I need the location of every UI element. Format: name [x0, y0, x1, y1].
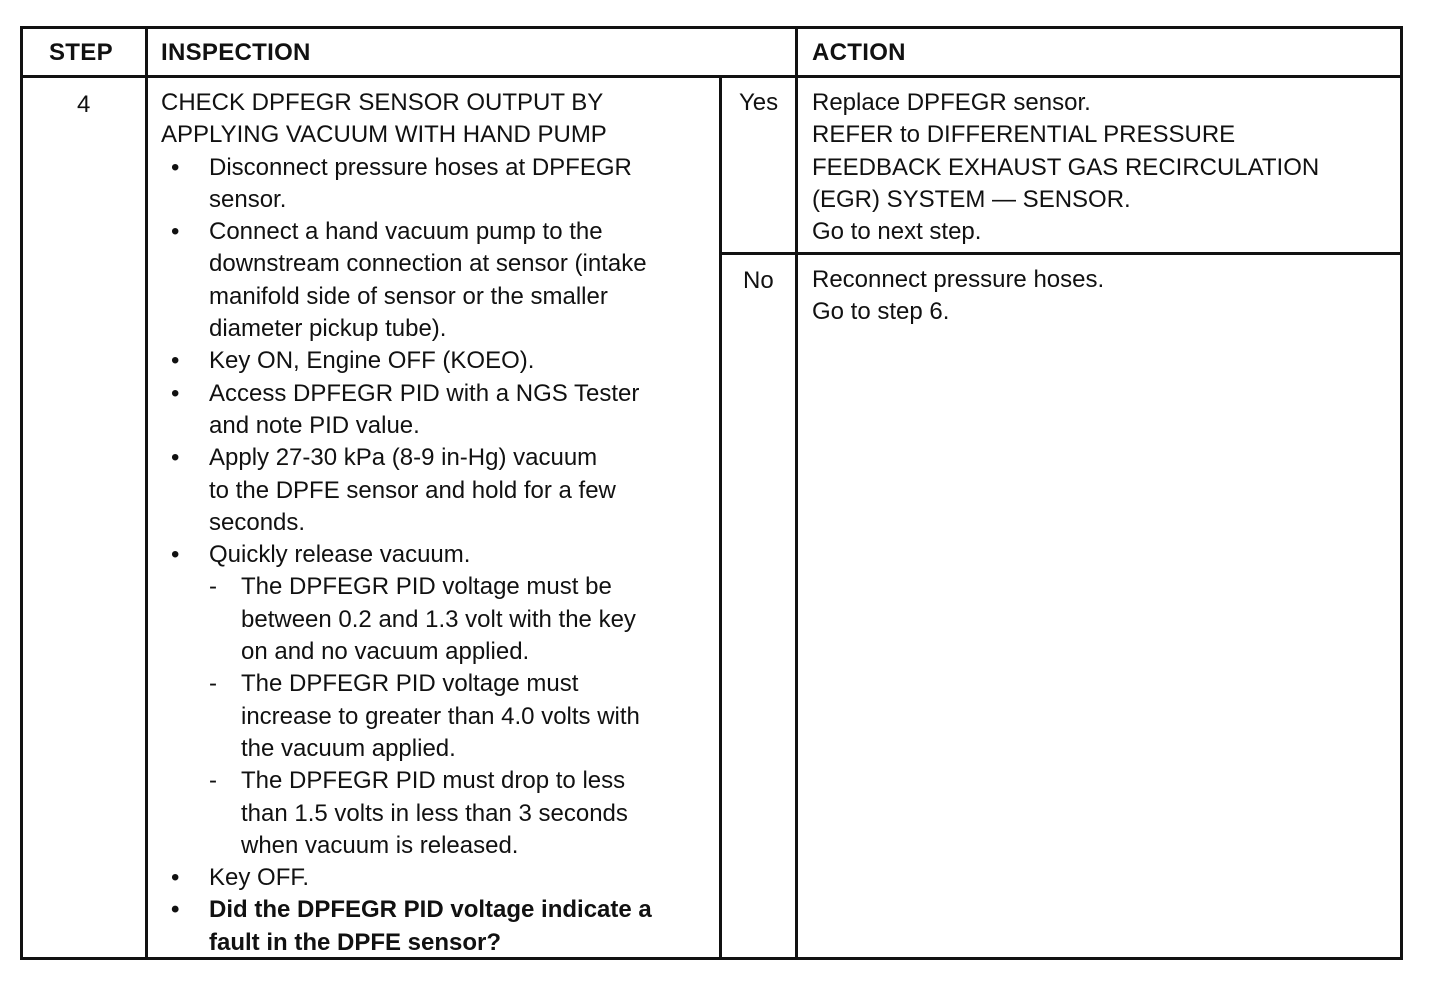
list-item-line: downstream connection at sensor (intake: [209, 250, 647, 278]
list-item: [161, 442, 729, 539]
sub-list-item: [161, 765, 729, 862]
list-item-line: • Quickly release vacuum.: [209, 541, 471, 569]
list-item-line: • Connect a hand vacuum pump to the: [209, 218, 603, 246]
list-item-line: increase to greater than 4.0 volts with: [241, 702, 640, 730]
list-item-line: - The DPFEGR PID voltage must be: [241, 573, 612, 601]
step-number: 4: [77, 91, 91, 118]
action-line: REFER to DIFFERENTIAL PRESSURE: [812, 121, 1236, 149]
action-line: Go to step 6.: [812, 298, 950, 326]
action-line: FEEDBACK EXHAUST GAS RECIRCULATION: [812, 153, 1320, 181]
action-line: Reconnect pressure hoses.: [812, 266, 1105, 293]
list-item-line: to the DPFE sensor and hold for a few: [209, 476, 616, 504]
column-divider-action: [795, 29, 798, 957]
list-item: [161, 152, 729, 217]
action-yes: [812, 87, 1402, 248]
header-action: ACTION: [812, 39, 906, 66]
list-item: [161, 539, 729, 571]
list-item-line: and note PID value.: [209, 411, 420, 439]
list-item-line: than 1.5 volts in less than 3 seconds: [241, 799, 628, 827]
action-line: Replace DPFEGR sensor.: [812, 89, 1091, 116]
response-yes: Yes: [739, 89, 779, 116]
list-item-line: diameter pickup tube).: [209, 315, 447, 343]
header-inspection: INSPECTION: [161, 39, 311, 66]
action-line: (EGR) SYSTEM — SENSOR.: [812, 185, 1131, 213]
list-item-line: fault in the DPFE sensor?: [209, 928, 502, 956]
action-line: Go to next step.: [812, 218, 982, 246]
list-item-line: sensor.: [209, 185, 287, 213]
list-item-line: • Key OFF.: [209, 864, 310, 892]
question-item: [161, 894, 729, 959]
list-item-line: seconds.: [209, 508, 306, 536]
list-item: [161, 216, 729, 345]
sub-list-item: [161, 668, 729, 765]
response-no: No: [743, 267, 774, 294]
yes-no-divider: [719, 252, 1400, 255]
list-item-line: • Did the DPFEGR PID voltage indicate a: [209, 896, 652, 924]
list-item-line: on and no vacuum applied.: [241, 638, 530, 666]
list-item-line: when vacuum is released.: [241, 831, 519, 859]
header-step: STEP: [49, 39, 113, 66]
list-item-line: manifold side of sensor or the smaller: [209, 282, 608, 310]
list-item: [161, 862, 729, 894]
list-item-line: the vacuum applied.: [241, 734, 456, 762]
inspection-cell: [161, 87, 729, 959]
inspection-title-line: CHECK DPFEGR SENSOR OUTPUT BY: [161, 89, 604, 116]
sub-list-item: [161, 571, 729, 668]
inspection-title-line: APPLYING VACUUM WITH HAND PUMP: [161, 121, 607, 149]
list-item-line: • Access DPFEGR PID with a NGS Tester: [209, 379, 640, 407]
header-divider: [23, 75, 1400, 78]
list-item-line: • Apply 27-30 kPa (8-9 in-Hg) vacuum: [209, 444, 598, 472]
column-divider-step: [145, 29, 148, 957]
list-item-line: - The DPFEGR PID voltage must: [241, 670, 579, 698]
list-item-line: between 0.2 and 1.3 volt with the key: [241, 605, 636, 633]
list-item: [161, 345, 729, 377]
list-item-line: • Key ON, Engine OFF (KOEO).: [209, 347, 535, 375]
list-item-line: - The DPFEGR PID must drop to less: [241, 767, 626, 795]
list-item: [161, 378, 729, 443]
list-item-line: • Disconnect pressure hoses at DPFEGR: [209, 153, 632, 181]
inspection-title: [161, 87, 729, 152]
action-no: [812, 264, 1402, 329]
diagnostic-table: [20, 26, 1403, 960]
